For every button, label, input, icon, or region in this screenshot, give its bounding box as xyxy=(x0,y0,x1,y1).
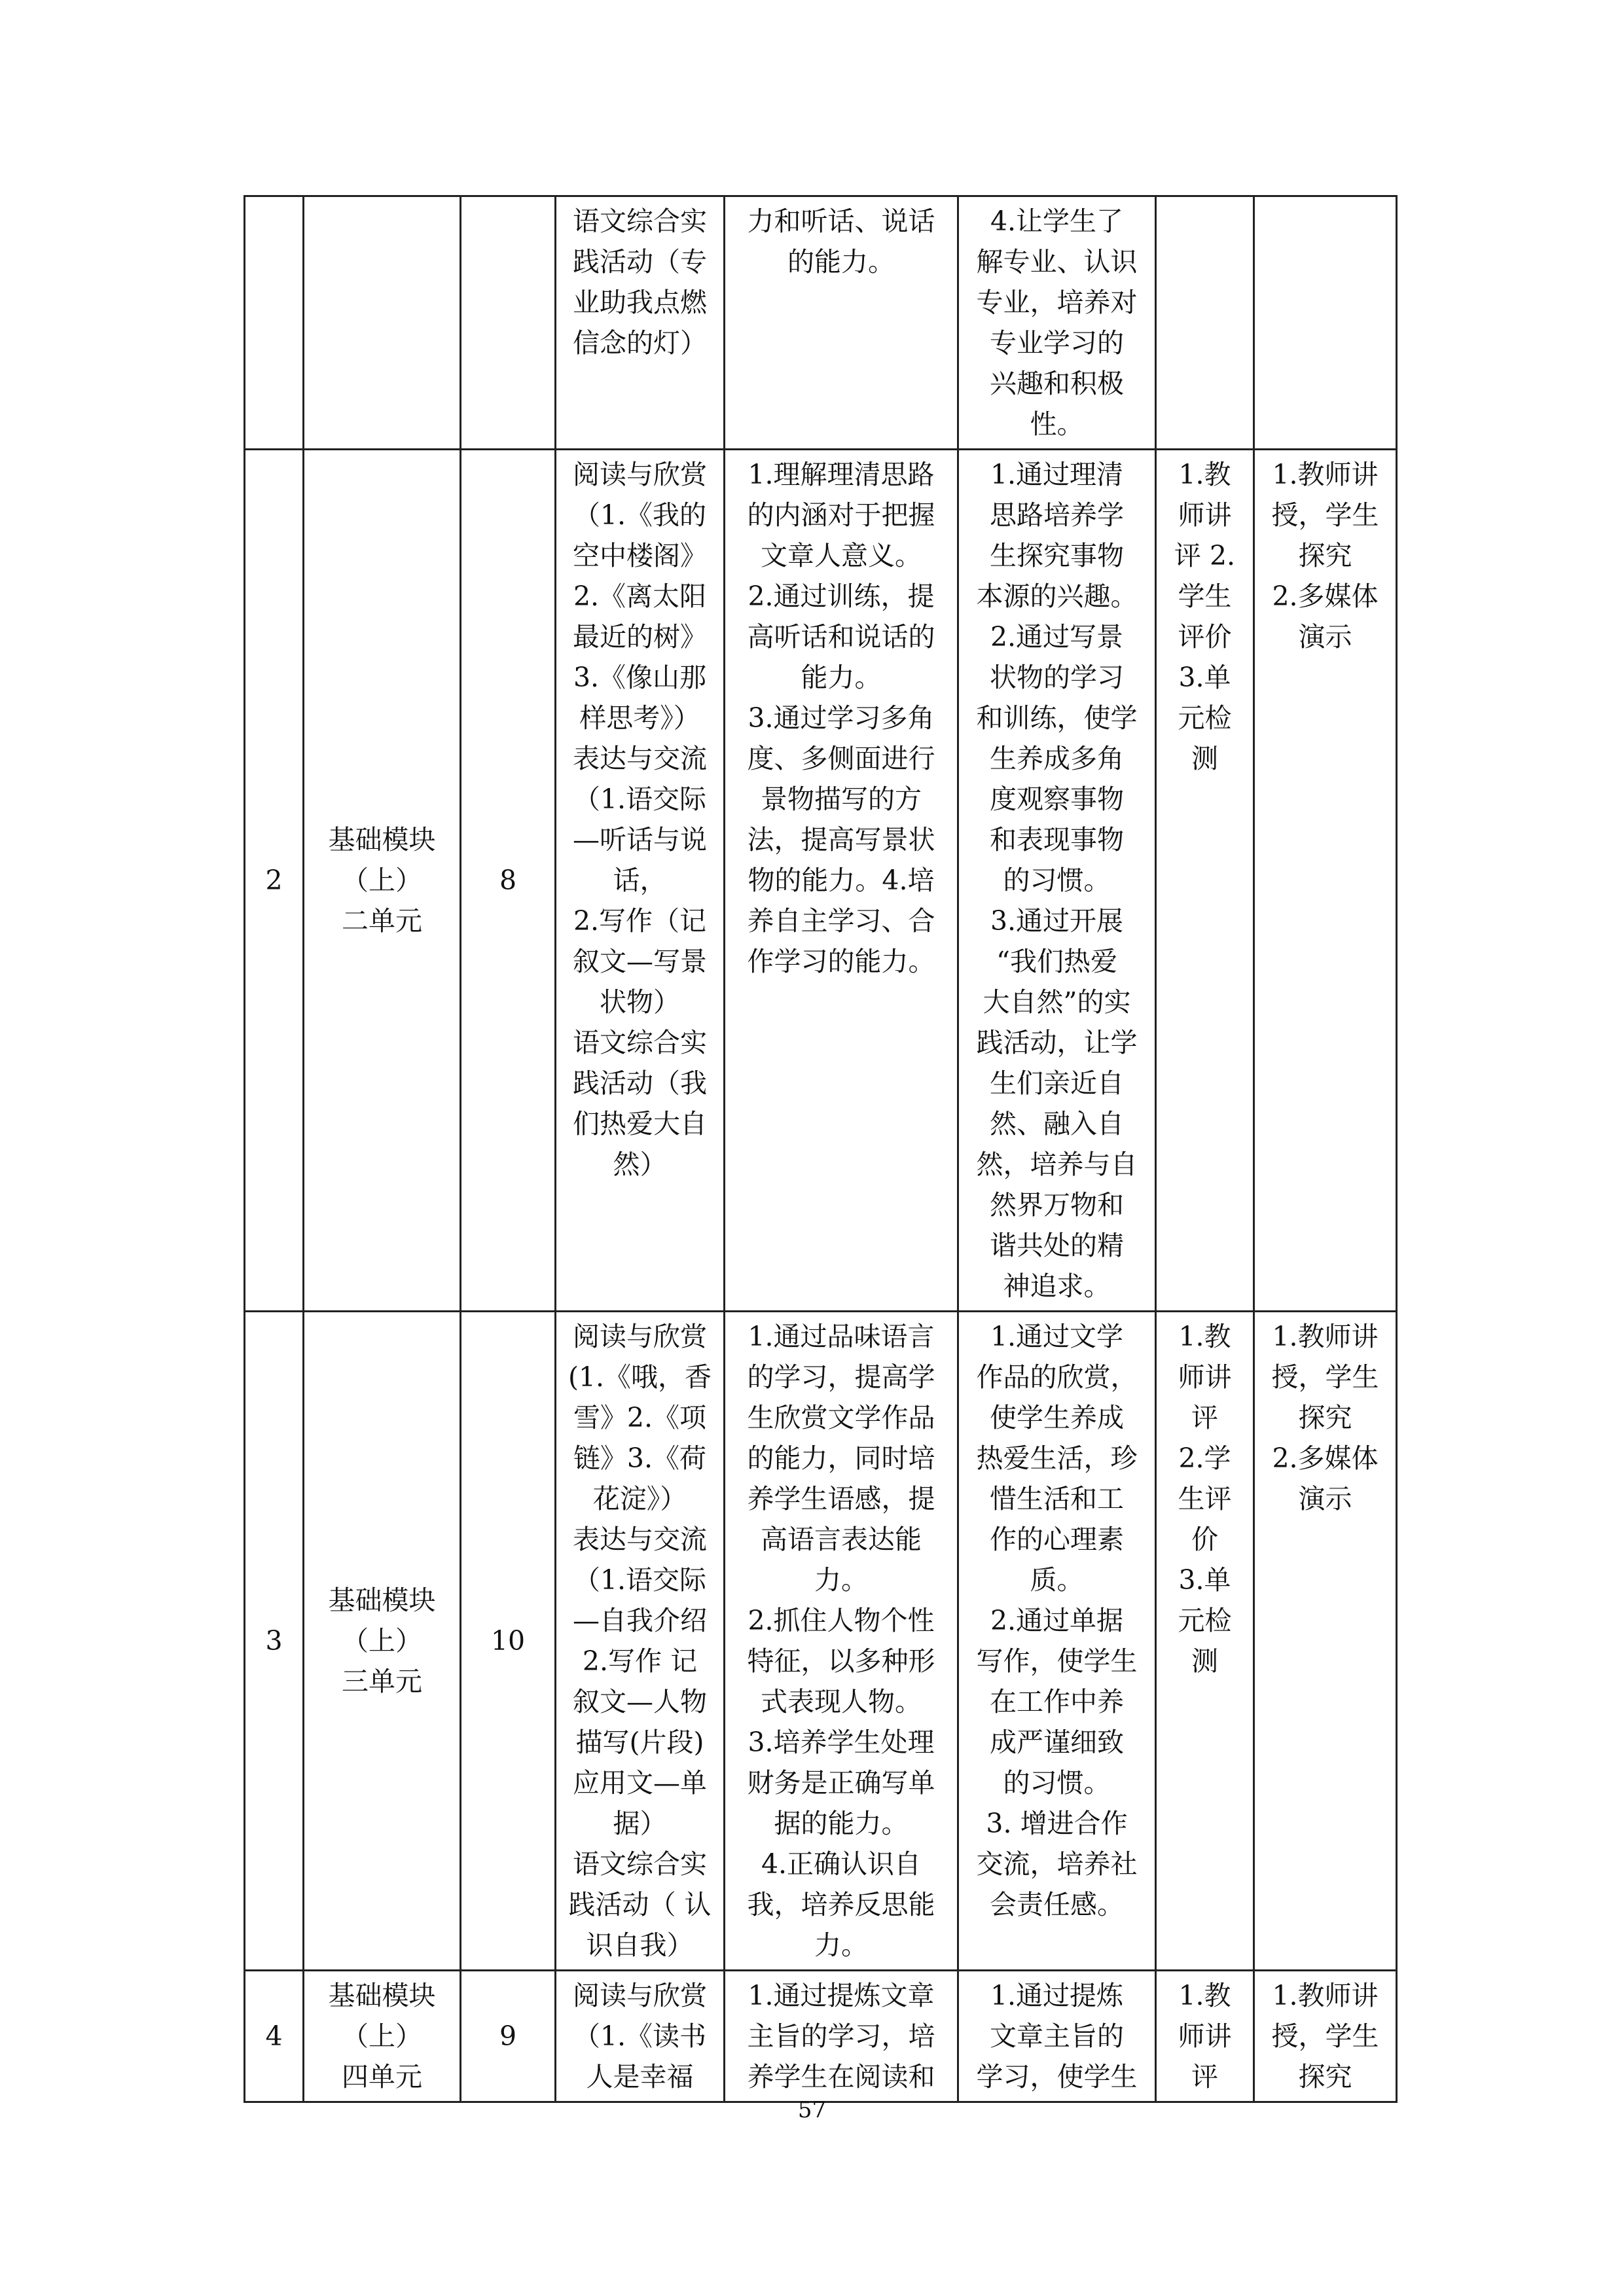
course-plan-table xyxy=(244,195,1398,2103)
content-cell: 阅读与欣赏 （1.《读书 人是幸福 xyxy=(556,1971,725,2102)
teaching-method-cell xyxy=(1254,196,1397,450)
assessment-cell xyxy=(1156,196,1254,450)
quality-goal-cell: 1.通过理清 思路培养学 生探究事物 本源的兴趣。 2.通过写景 状物的学习 和训练，使学 生养成多角 度观察事物 和表现事物 的习惯。 3.通过开展 “我们热爱 大自然”的实 践活动，让学 生们亲近自 然、融入自 然，培养与自 然界万物和 谐共处的精 神追求。 xyxy=(958,450,1156,1312)
hours-cell xyxy=(461,196,556,450)
content-cell: 语文综合实 践活动（专 业助我点燃 信念的灯） xyxy=(556,196,725,450)
ability-goal-cell: 1.通过提炼文章 主旨的学习，培 养学生在阅读和 xyxy=(725,1971,958,2102)
table-row xyxy=(245,450,1397,1312)
teaching-method-cell: 1.教师讲 授，学生 探究 xyxy=(1254,1971,1397,2102)
module-cell: 基础模块 （上） 三单元 xyxy=(304,1312,461,1971)
table-row xyxy=(245,1971,1397,2102)
content-cell: 阅读与欣赏 （1.《我的 空中楼阁》 2.《离太阳 最近的树》 3.《像山那 样思考》） 表达与交流 （1.语交际 —听话与说 话， 2.写作（记 叙文—写景 状物） 语文综合实 践活动（我 们热爱大自 然） xyxy=(556,450,725,1312)
ability-goal-cell: 1.通过品味语言 的学习，提高学 生欣赏文学作品 的能力，同时培 养学生语感，提 高语言表达能 力。 2.抓住人物个性 特征，以多种形 式表现人物。 3.培养学生处理 财务是正确写单 据的能力。 4.正确认识自 我，培养反思能 力。 xyxy=(725,1312,958,1971)
module-cell: 基础模块 （上） 二单元 xyxy=(304,450,461,1312)
assessment-cell: 1.教 师讲 评 2.学 生评 价 3.单 元检 测 xyxy=(1156,1312,1254,1971)
hours-cell: 9 xyxy=(461,1971,556,2102)
quality-goal-cell: 1.通过文学 作品的欣赏， 使学生养成 热爱生活，珍 惜生活和工 作的心理素 质。 2.通过单据 写作，使学生 在工作中养 成严谨细致 的习惯。 3. 增进合作 交流，培养社 会责任感。 xyxy=(958,1312,1156,1971)
row-number-cell: 3 xyxy=(245,1312,304,1971)
assessment-cell: 1.教 师讲 评 2. 学生 评价 3.单 元检 测 xyxy=(1156,450,1254,1312)
module-cell: 基础模块 （上） 四单元 xyxy=(304,1971,461,2102)
ability-goal-cell: 力和听话、说话 的能力。 xyxy=(725,196,958,450)
module-cell xyxy=(304,196,461,450)
teaching-method-cell: 1.教师讲 授，学生 探究 2.多媒体 演示 xyxy=(1254,1312,1397,1971)
row-number-cell xyxy=(245,196,304,450)
page-number: 57 xyxy=(797,2097,827,2123)
quality-goal-cell: 1.通过提炼 文章主旨的 学习，使学生 xyxy=(958,1971,1156,2102)
hours-cell: 10 xyxy=(461,1312,556,1971)
row-number-cell: 2 xyxy=(245,450,304,1312)
content-cell: 阅读与欣赏 (1.《哦，香 雪》2.《项 链》3.《荷 花淀》） 表达与交流 （1.语交际 —自我介绍 2.写作 记 叙文—人物 描写(片段) 应用文—单 据） 语文综合实 践活动（ 认 识自我） xyxy=(556,1312,725,1971)
row-number-cell: 4 xyxy=(245,1971,304,2102)
quality-goal-cell: 4.让学生了 解专业、认识 专业，培养对 专业学习的 兴趣和积极 性。 xyxy=(958,196,1156,450)
table-row xyxy=(245,196,1397,450)
teaching-method-cell: 1.教师讲 授，学生 探究 2.多媒体 演示 xyxy=(1254,450,1397,1312)
hours-cell: 8 xyxy=(461,450,556,1312)
assessment-cell: 1.教 师讲 评 xyxy=(1156,1971,1254,2102)
ability-goal-cell: 1.理解理清思路 的内涵对于把握 文章人意义。 2.通过训练，提 高听话和说话的 能力。 3.通过学习多角 度、多侧面进行 景物描写的方 法，提高写景状 物的能力。4.培 养自主学习、合 作学习的能力。 xyxy=(725,450,958,1312)
table-row xyxy=(245,1312,1397,1971)
table-body xyxy=(245,196,1397,2102)
